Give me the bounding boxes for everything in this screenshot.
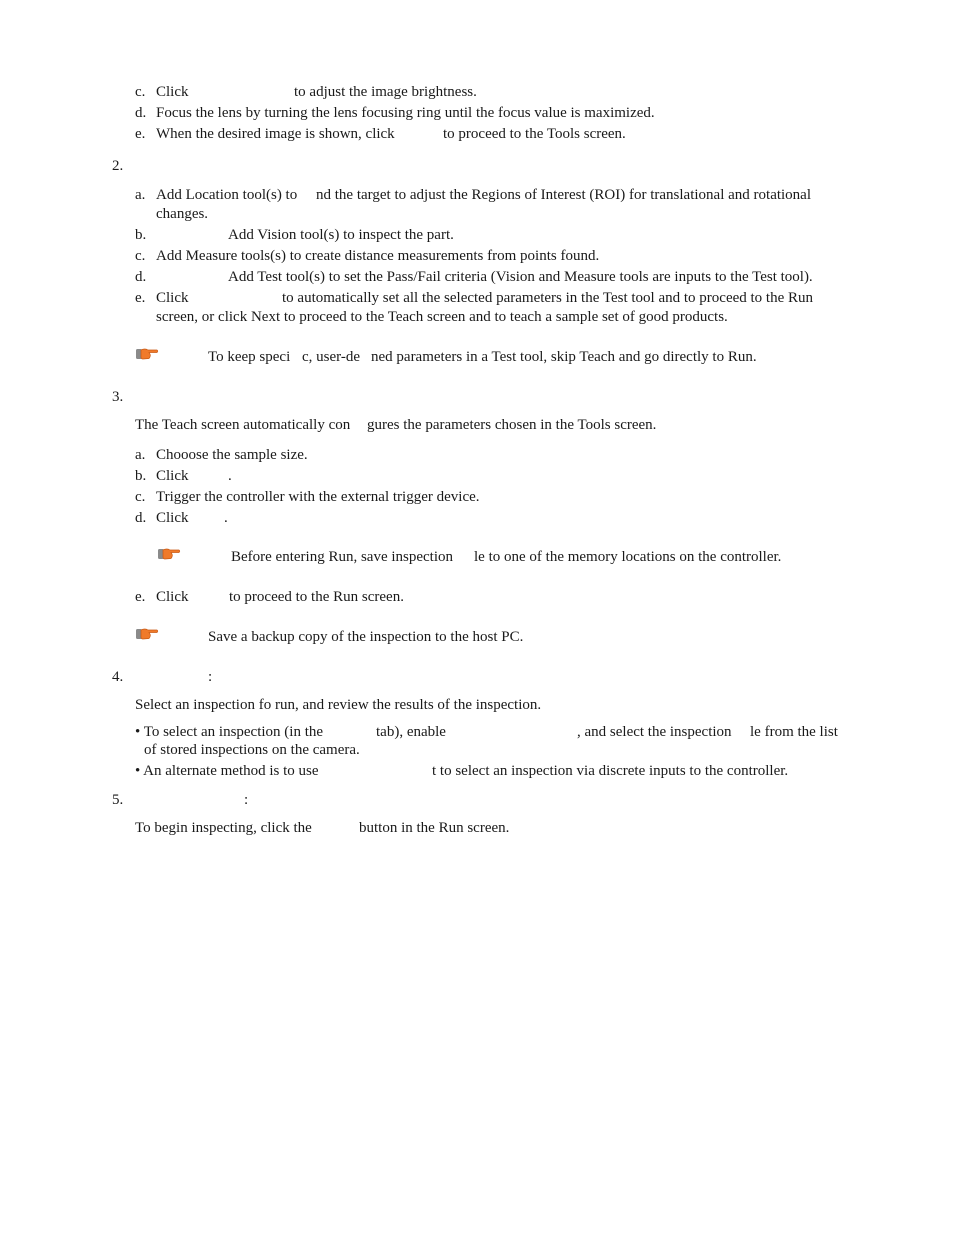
paragraph-text: The Teach screen automatically con [135, 417, 351, 433]
item-text: Click [156, 589, 189, 605]
item-text: Click [156, 290, 189, 306]
item-marker: b. [135, 468, 147, 484]
item-marker: c. [135, 489, 146, 505]
item-marker: c. [135, 248, 146, 264]
item-text: to proceed to the Tools screen. [443, 126, 626, 142]
item-marker: d. [135, 510, 147, 526]
item-text-cont: changes. [156, 206, 209, 222]
step-number: 5. [112, 792, 124, 808]
item-text: Add Measure tools(s) to create distance measurements from points found. [156, 248, 600, 264]
item-text: nd the target to adjust the Regions of Interest (ROI) for translational and rotational [316, 187, 812, 203]
item-text: Trigger the controller with the external trigger device. [156, 489, 480, 505]
pointing-hand-icon [157, 545, 181, 561]
step-number: 2. [112, 158, 124, 174]
item-marker: a. [135, 447, 146, 463]
item-marker: c. [135, 84, 146, 100]
item-text: Click [156, 468, 189, 484]
item-text: to adjust the image brightness. [294, 84, 477, 100]
bullet-text: , and select the inspection [577, 724, 732, 740]
item-marker: d. [135, 269, 147, 285]
item-text: Add Location tool(s) to [156, 187, 298, 203]
paragraph-text: button in the Run screen. [359, 820, 510, 836]
item-text: Click [156, 84, 189, 100]
item-text: Chooose the sample size. [156, 447, 308, 463]
item-text: . [224, 510, 228, 526]
note-text: le to one of the memory locations on the controller. [474, 549, 782, 565]
item-marker: e. [135, 126, 146, 142]
item-marker: e. [135, 290, 146, 306]
step-heading-colon: : [208, 669, 213, 685]
item-text: Click [156, 510, 189, 526]
step-number: 4. [112, 669, 124, 685]
item-marker: a. [135, 187, 146, 203]
item-marker: d. [135, 105, 147, 121]
note-text: c, user-de [302, 349, 361, 365]
note-text: Save a backup copy of the inspection to the host PC. [208, 629, 524, 645]
paragraph-text: gures the parameters chosen in the Tools screen. [367, 417, 657, 433]
step-number: 3. [112, 389, 124, 405]
item-marker: b. [135, 227, 147, 243]
note-text: ned parameters in a Test tool, skip Teach and go directly to Run. [371, 349, 757, 365]
item-text: . [228, 468, 232, 484]
bullet-text: le from the list [750, 724, 838, 740]
pointing-hand-icon [135, 345, 159, 361]
bullet-text: • An alternate method is to use [135, 763, 319, 779]
paragraph-text: To begin inspecting, click the [135, 820, 312, 836]
item-text: Add Vision tool(s) to inspect the part. [228, 227, 454, 243]
item-text: When the desired image is shown, click [156, 126, 395, 142]
item-marker: e. [135, 589, 146, 605]
bullet-text: • To select an inspection (in the [135, 724, 324, 740]
item-text-cont: screen, or click Next to proceed to the Teach screen and to teach a sample set of good products. [156, 309, 728, 325]
item-text: Add Test tool(s) to set the Pass/Fail criteria (Vision and Measure tools are inputs to the Test tool). [228, 269, 813, 285]
bullet-text: t to select an inspection via discrete inputs to the controller. [432, 763, 789, 779]
note-text: To keep speci [208, 349, 291, 365]
item-text: to automatically set all the selected parameters in the Test tool and to proceed to the Run [282, 290, 814, 306]
item-text: Focus the lens by turning the lens focusing ring until the focus value is maximized. [156, 105, 655, 121]
bullet-text: tab), enable [376, 724, 446, 740]
step-heading-colon: : [244, 792, 249, 808]
item-text: to proceed to the Run screen. [229, 589, 404, 605]
bullet-text-cont: of stored inspections on the camera. [144, 742, 360, 758]
pointing-hand-icon [135, 625, 159, 641]
note-text: Before entering Run, save inspection [231, 549, 454, 565]
paragraph-text: Select an inspection fo run, and review the results of the inspection. [135, 697, 542, 713]
